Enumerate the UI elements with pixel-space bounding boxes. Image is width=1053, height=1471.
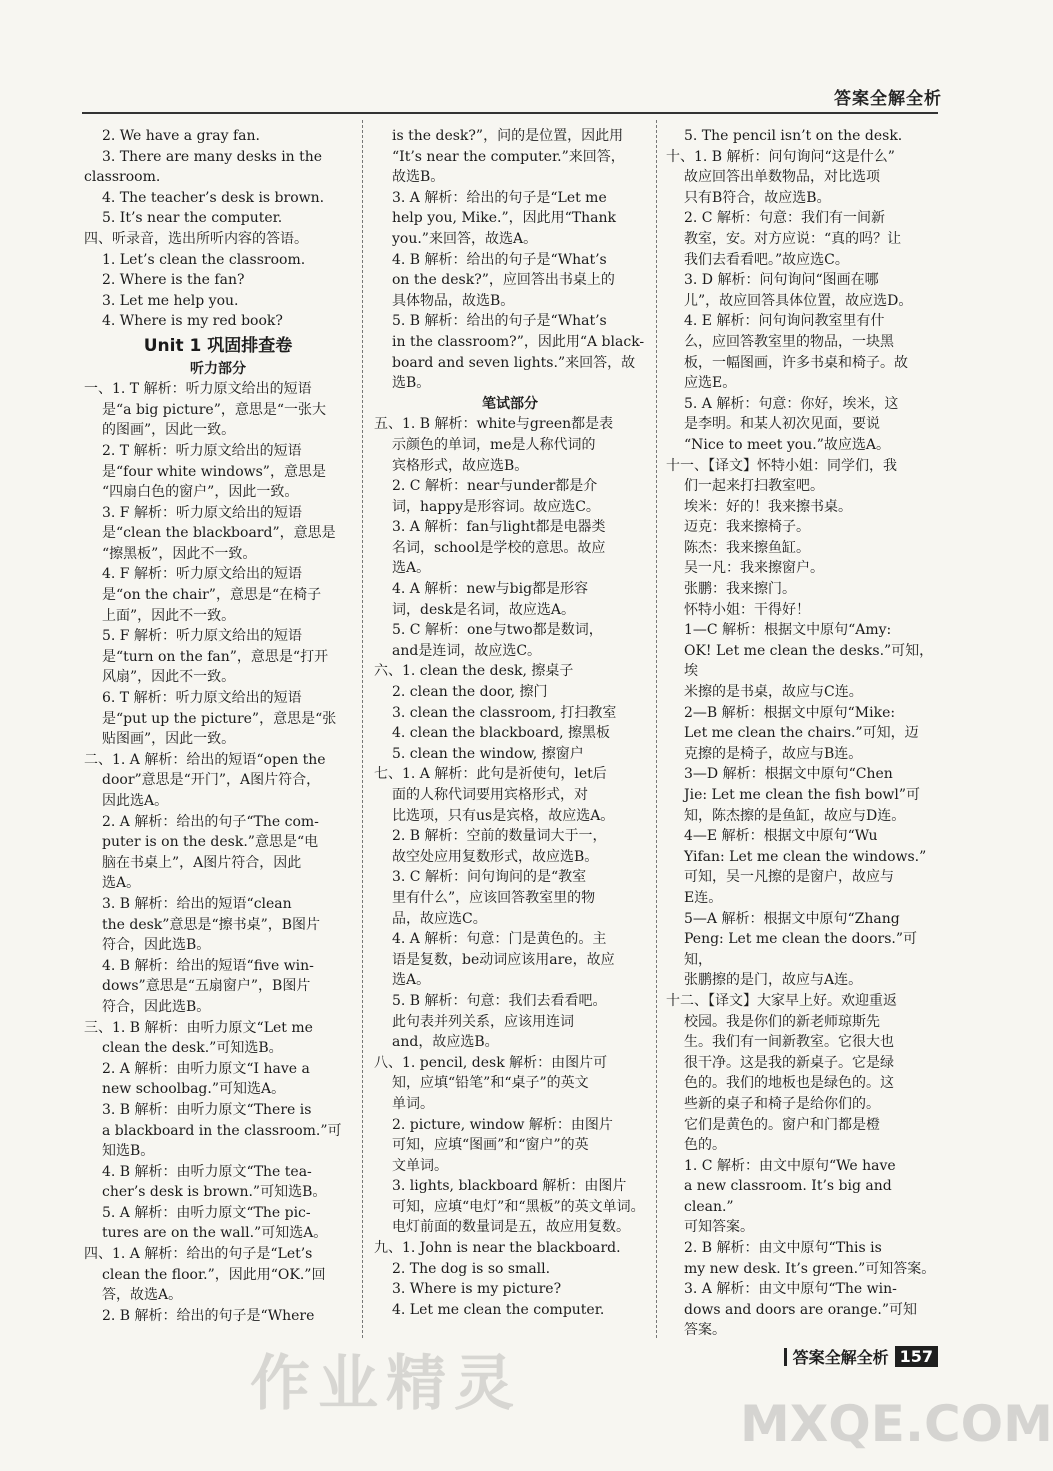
watermark-corner: MXQE.COM [740, 1395, 1053, 1453]
answer-line: 听力部分 [190, 360, 246, 377]
answer-line: 4. B 解析：由听力原文“The tea- [102, 1163, 312, 1180]
answer-line: 怀特小姐：干得好！ [684, 601, 810, 618]
answer-line: 3. A 解析：由文中原句“The win- [684, 1281, 897, 1298]
answer-line: 5. The pencil isn’t on the desk. [684, 128, 903, 144]
answer-line: 故选B。 [392, 169, 445, 186]
answer-line: 三、1. B 解析：由听力原文“Let me [84, 1019, 313, 1036]
answer-line: 八、1. pencil, desk 解析：由图片可 [374, 1054, 608, 1071]
answer-line: 知，应填“铅笔”和“桌子”的英文 [392, 1075, 589, 1092]
answer-line: 可知，应填“电灯”和“黑板”的英文单词。 [392, 1198, 645, 1215]
answer-line: 1. Let’s clean the classroom. [102, 251, 306, 268]
answer-line: 五、1. B 解析：white与green都是表 [374, 416, 614, 433]
page-footer [784, 1345, 938, 1368]
answer-line: puter is on the desk.”意思是“电 [102, 834, 319, 851]
answer-line: 4. Let me clean the computer. [392, 1301, 605, 1318]
answer-line: “Nice to meet you.”故应选A。 [684, 436, 890, 453]
answer-line: 是“put up the picture”，意思是“张 [102, 710, 337, 727]
answer-line: 是“four white windows”，意思是 [102, 463, 326, 480]
answer-line: 陈杰：我来擦鱼缸。 [684, 539, 810, 556]
answer-line: 3. There are many desks in the [102, 148, 323, 165]
answer-line: 迈克：我来擦椅子。 [684, 519, 810, 536]
answer-line: 语是复数，be动词应该用are，故应 [392, 951, 615, 968]
answer-line: 符合，因此选B。 [102, 937, 211, 954]
answer-line: Jie: Let me clean the fish bowl”可 [684, 787, 921, 803]
answer-line: 吴一凡：我来擦窗户。 [684, 560, 824, 577]
answer-line: 面的人称代词要用宾格形式，对 [392, 787, 588, 803]
answer-line: 2. A 解析：给出的句子“The com- [102, 813, 319, 830]
answer-line: classroom. [84, 169, 161, 186]
answer-line: you.”来回答，故选A。 [392, 230, 538, 247]
answer-line: Peng: Let me clean the doors.”可知， [684, 931, 917, 968]
answer-line: 3. A 解析：给出的句子是“Let me [392, 189, 607, 206]
answer-line: 3—D 解析：根据文中原句“Chen [684, 766, 893, 783]
answer-line: 符合，因此选B。 [102, 998, 211, 1015]
answer-line: board and seven lights.”来回答，故 [392, 354, 636, 371]
answer-line: 是李明。和某人初次见面，要说 [684, 416, 880, 433]
answer-line: 选A。 [392, 560, 431, 577]
header-title: 答案全解全析 [834, 89, 942, 109]
answer-line: 2. The dog is so small. [392, 1260, 551, 1277]
answer-line: 此句表并列关系，应该用连词 [392, 1013, 574, 1030]
answer-line: 4. F 解析：听力原文给出的短语 [102, 566, 302, 583]
answer-line: cher’s desk is brown.”可知选B。 [102, 1184, 327, 1201]
answer-line: 2. T 解析：听力原文给出的短语 [102, 442, 302, 459]
answer-line: is the desk?”，问的是位置，因此用 [392, 128, 624, 144]
answer-line: 选B。 [392, 375, 431, 392]
answer-line: 笔试部分 [482, 395, 538, 412]
watermark-center: 作业精灵 [250, 1349, 522, 1419]
answer-line: 词，happy是形容词。故应选C。 [392, 498, 600, 515]
answer-line: 四、1. A 解析：给出的句子是“Let’s [84, 1246, 313, 1263]
answer-line: 十一、【译文】怀特小姐：同学们，我 [666, 457, 897, 474]
answer-line: clean the desk.”可知选B。 [102, 1040, 283, 1057]
answer-line: 2. We have a gray fan. [102, 128, 260, 144]
answer-line: 5. It’s near the computer. [102, 210, 283, 227]
answer-line: 4—E 解析：根据文中原句“Wu [684, 828, 878, 845]
answer-line: 2—B 解析：根据文中原句“Mike: [684, 704, 896, 721]
answer-line: on the desk?”，应回答出书桌上的 [392, 272, 615, 289]
answer-line: 是“a big picture”，意思是“一张大 [102, 401, 327, 418]
answer-line: 4. B 解析：给出的短语“five win- [102, 957, 314, 974]
answer-line: door”意思是“开门”，A图片符合， [102, 772, 321, 789]
answer-line: 3. Where is my picture? [392, 1281, 562, 1298]
answer-line: 2. Where is the fan? [102, 272, 245, 289]
answer-line: 3. B 解析：由听力原文“There is [102, 1101, 312, 1118]
answer-line: 5. clean the window, 擦窗户 [392, 745, 584, 762]
footer-bar [784, 1348, 787, 1366]
answer-line: 们一起来打扫教室吧。 [684, 478, 824, 495]
answer-line: 单词。 [392, 1095, 434, 1112]
answer-line: a blackboard in the classroom.”可 [102, 1122, 342, 1139]
answer-column-1 [84, 126, 352, 1326]
answer-line: help you, Mike.”，因此用“Thank [392, 210, 616, 227]
answer-line: 3. B 解析：给出的短语“clean [102, 895, 292, 912]
answer-line: and，故应选B。 [392, 1034, 499, 1051]
answer-line: 六、1. clean the desk, 擦桌子 [374, 663, 574, 680]
answer-line: 上面”，因此不一致。 [102, 607, 236, 624]
answer-line: 5. C 解析：one与two都是数词， [392, 622, 603, 639]
answer-line: “擦黑板”，因此不一致。 [102, 545, 257, 562]
answer-line: 5. B 解析：给出的句子是“What’s [392, 313, 607, 330]
answer-line: 答，故选A。 [102, 1287, 183, 1304]
answer-line: 选A。 [102, 875, 141, 892]
answer-line: OK! Let me clean the desks.”可知，埃 [684, 642, 934, 680]
answer-line: 张鹏：我来擦门。 [684, 581, 796, 598]
answer-line: 里有什么”，应该回答教室里的物 [392, 889, 596, 906]
answer-line: 电灯前面的数量词是五，故应用复数。 [392, 1219, 630, 1236]
column-divider [362, 120, 363, 1338]
answer-line: 1—C 解析：根据文中原句“Amy: [684, 622, 892, 639]
answer-line: 5—A 解析：根据文中原句“Zhang [684, 910, 900, 927]
answer-line: 是“on the chair”，意思是“在椅子 [102, 587, 322, 604]
answer-line: 2. clean the door, 擦门 [392, 684, 548, 701]
answer-line: 十二、【译文】大家早上好。欢迎重返 [666, 992, 897, 1009]
footer-label: 答案全解全析 [792, 1348, 889, 1367]
answer-line: 3. lights, blackboard 解析：由图片 [392, 1178, 627, 1195]
answer-line: 只有B符合，故应选B。 [684, 189, 831, 206]
answer-line: 具体物品，故选B。 [392, 292, 515, 309]
answer-line: 我们去看看吧。”故应选C。 [684, 251, 849, 268]
answer-line: 3. Let me help you. [102, 292, 239, 309]
answer-line: in the classroom?”，因此用“A black- [392, 333, 645, 350]
answer-line: 很干净。这是我的新桌子。它是绿 [684, 1054, 894, 1071]
answer-line: 色的。 [684, 1137, 726, 1154]
answer-line: 2. B 解析：给出的句子是“Where [102, 1307, 315, 1324]
answer-line: 知，陈杰擦的是鱼缸，故应与D连。 [684, 807, 906, 824]
answer-line: 4. A 解析：new与big都是形容 [392, 581, 589, 598]
answer-line: 比选项，只有us是宾格，故应选A。 [392, 807, 615, 824]
answer-line: 4. B 解析：给出的句子是“What’s [392, 251, 607, 268]
answer-line: 它们是黄色的。窗户和门都是橙 [684, 1116, 880, 1133]
answer-line: 埃米：好的！我来擦书桌。 [684, 498, 852, 515]
answer-line: 色的。我们的地板也是绿色的。这 [684, 1075, 894, 1092]
answer-line: 些新的桌子和椅子是给你们的。 [684, 1095, 880, 1112]
answer-line: 儿”，故应回答具体位置，故应选D。 [684, 292, 913, 309]
answer-line: 贴图画”，因此一致。 [102, 731, 236, 748]
answer-line: 一、1. T 解析：听力原文给出的短语 [84, 381, 312, 398]
answer-line: 3. clean the classroom, 打扫教室 [392, 704, 617, 721]
answer-line: 3. F 解析：听力原文给出的短语 [102, 504, 302, 521]
answer-line: 4. A 解析：句意：门是黄色的。主 [392, 931, 607, 948]
answer-line: 3. C 解析：问句询问的是“教室 [392, 869, 587, 886]
answer-line: 文单词。 [392, 1157, 448, 1174]
answer-line: 二、1. A 解析：给出的短语“open the [84, 751, 326, 768]
answer-line: 张鹏擦的是门，故应与A连。 [684, 972, 863, 989]
header-divider [82, 112, 938, 114]
answer-line: Unit 1 巩固排查卷 [143, 335, 293, 356]
answer-line: 2. C 解析：句意：我们有一间新 [684, 210, 885, 227]
page-number: 157 [895, 1346, 938, 1367]
answer-line: 可知，应填“图画”和“窗户”的英 [392, 1137, 589, 1154]
answer-line: 应选E。 [684, 375, 737, 392]
answer-column-3 [666, 126, 940, 1341]
answer-line: 校园。我是你们的新老师琼斯先 [684, 1013, 880, 1030]
answer-line: 知选B。 [102, 1143, 155, 1160]
answer-line: 选A。 [392, 972, 431, 989]
answer-line: 生。我们有一间新教室。它很大也 [684, 1034, 894, 1051]
answer-line: 教室，安。对方应说：“真的吗？让 [684, 230, 902, 247]
answer-line: 四、听录音，选出所听内容的答语。 [84, 230, 308, 247]
answer-line: a new classroom. It’s big and clean.” [684, 1178, 892, 1215]
answer-line: 4. Where is my red book? [102, 313, 283, 330]
answer-line: 答案。 [684, 1322, 726, 1339]
answer-line: 3. A 解析：fan与light都是电器类 [392, 519, 606, 536]
answer-line: 2. A 解析：由听力原文“I have a [102, 1060, 310, 1077]
answer-line: 脑在书桌上”，A图片符合，因此 [102, 854, 302, 871]
answer-line: the desk”意思是“擦书桌”，B图片 [102, 916, 321, 933]
answer-line: and是连词，故应选C。 [392, 642, 542, 659]
answer-line: 因此选A。 [102, 793, 169, 809]
answer-line: 么，应回答教室里的物品，一块黑 [684, 333, 894, 350]
answer-line: 品，故应选C。 [392, 910, 487, 927]
answer-line: E连。 [684, 889, 723, 906]
answer-line: 2. B 解析：空前的数量词大于一， [392, 828, 607, 845]
answer-line: 可知，吴一凡擦的是窗户，故应与 [684, 869, 894, 886]
answer-line: 3. D 解析：问句询问“图画在哪 [684, 272, 879, 289]
answer-line: clean the floor.”，因此用“OK.”回 [102, 1266, 326, 1283]
answer-line: 2. B 解析：由文中原句“This is [684, 1240, 882, 1257]
answer-line: 九、1. John is near the blackboard. [374, 1240, 621, 1257]
answer-line: “It’s near the computer.”来回答， [392, 148, 625, 165]
answer-line: “四扇白色的窗户”，因此一致。 [102, 484, 299, 501]
answer-line: 故空处应用复数形式，故应选B。 [392, 848, 599, 865]
answer-line: 4. The teacher’s desk is brown. [102, 189, 325, 206]
column-divider [656, 120, 657, 1338]
answer-line: new schoolbag.”可知选A。 [102, 1081, 286, 1098]
answer-line: Yifan: Let me clean the windows.” [684, 848, 927, 865]
answer-line: 5. F 解析：听力原文给出的短语 [102, 628, 302, 645]
answer-line: 2. C 解析：near与under都是介 [392, 478, 598, 495]
answer-line: 5. A 解析：由听力原文“The pic- [102, 1204, 311, 1221]
answer-line: 板，一幅图画，许多书桌和椅子。故 [684, 354, 908, 371]
answer-line: 2. picture, window 解析：由图片 [392, 1116, 613, 1133]
answer-line: 宾格形式，故应选B。 [392, 457, 529, 474]
answer-line: Let me clean the chairs.”可知，迈 [684, 725, 919, 742]
answer-line: 克擦的是椅子，故应与B连。 [684, 745, 863, 762]
answer-line: dows”意思是“五扇窗户”，B图片 [102, 978, 311, 995]
answer-line: 是“turn on the fan”，意思是“打开 [102, 648, 329, 665]
answer-line: tures are on the wall.”可知选A。 [102, 1225, 328, 1242]
answer-line: 可知答案。 [684, 1219, 754, 1236]
answer-line: 的图画”，因此一致。 [102, 422, 236, 439]
answer-line: 5. A 解析：句意：你好，埃米，这 [684, 395, 899, 412]
answer-line: 6. T 解析：听力原文给出的短语 [102, 690, 302, 707]
answer-line: 米擦的是书桌，故应与C连。 [684, 684, 863, 701]
answer-line: 1. C 解析：由文中原句“We have [684, 1157, 896, 1174]
answer-line: dows and doors are orange.”可知 [684, 1301, 918, 1318]
answer-line: 词，desk是名词，故应选A。 [392, 601, 576, 618]
answer-line: 是“clean the blackboard”，意思是 [102, 525, 336, 542]
answer-line: 5. B 解析：句意：我们去看看吧。 [392, 992, 607, 1009]
answer-line: my new desk. It’s green.”可知答案。 [684, 1260, 936, 1277]
answer-line: 名词，school是学校的意思。故应 [392, 539, 606, 556]
answer-line: 风扇”，因此不一致。 [102, 669, 236, 686]
answer-line: 示颜色的单词，me是人称代词的 [392, 436, 596, 453]
answer-line: 故应回答出单数物品，对比选项 [684, 169, 880, 186]
answer-column-2 [374, 126, 646, 1320]
answer-line: 十、1. B 解析：问句询问“这是什么” [666, 148, 895, 165]
answer-line: 七、1. A 解析：此句是祈使句，let后 [374, 766, 607, 783]
answer-line: 4. E 解析：问句询问教室里有什 [684, 313, 885, 330]
answer-line: 4. clean the blackboard, 擦黑板 [392, 725, 611, 742]
